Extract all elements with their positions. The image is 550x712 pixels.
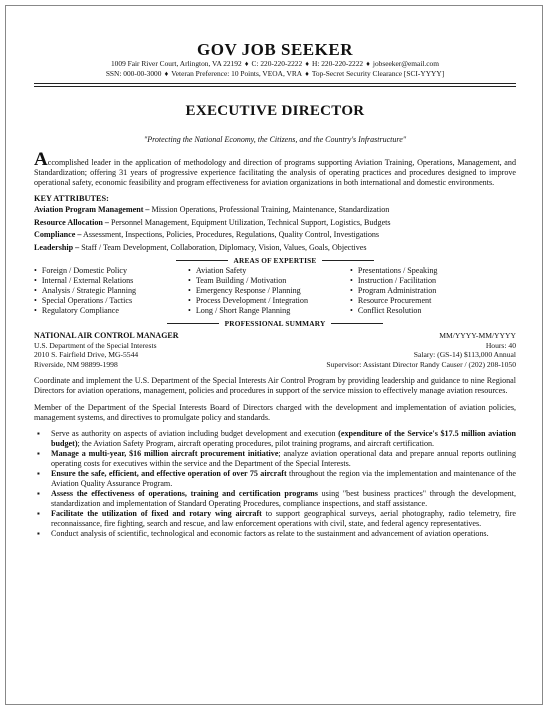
supervisor: Supervisor: Assistant Director Randy Causer / (202) 208-1050 [326,359,516,369]
divider-line [331,323,383,324]
expertise-item: • Internal / External Relations [34,276,188,286]
ssn: SSN: 000-00-3000 [105,69,162,78]
professional-heading: PROFESSIONAL SUMMARY [224,319,326,328]
bullet-highlight: Facilitate the utilization of fixed and rotary wing aircraft [51,509,262,519]
accomplishments-list [34,429,516,539]
key-attributes-heading: KEY ATTRIBUTES: [34,194,109,203]
job-header-left [34,331,179,369]
header-rule [34,83,516,84]
cell-phone: C: 220-220-2222 [251,59,303,68]
divider-line [167,323,219,324]
key-attribute [34,218,516,229]
veteran-preference: Veteran Preference: 10 Points, VEOA, VRA [171,69,303,78]
bullet-text: throughout the region via the implementation and maintenance of the Aviation Quality Assurance Program. [51,469,516,489]
key-attribute-label: Leadership – [34,242,80,252]
expertise-item: • Foreign / Domestic Policy [34,266,188,276]
expertise-item: • Analysis / Strategic Planning [34,286,188,296]
header-rule-2 [34,86,516,87]
accomplishment-item [34,529,516,539]
expertise-item: • Special Operations / Tactics [34,296,188,306]
accomplishment-item [34,469,516,489]
expertise-item: • Emergency Response / Planning [188,286,350,296]
key-attribute-label: Resource Allocation – [34,217,109,227]
expertise-column-1 [34,266,188,316]
employer-city: Riverside, NM 98899-1998 [34,359,118,369]
accomplishment-item [34,509,516,529]
expertise-grid [34,266,516,316]
bullet-text: ; the Aviation Safety Program, aircraft operating procedures, pilot training programs, and aircraft certification. [77,439,435,449]
summary-paragraph [34,149,516,188]
key-attribute-text: Assessment, Inspections, Policies, Procedures, Regulations, Quality Control, Investigations [81,230,380,239]
key-attribute [34,243,516,254]
job-header-right [326,331,516,369]
employer: U.S. Department of the Special Interests [34,340,157,350]
duty-paragraph: Coordinate and implement the U.S. Department of the Special Interests Air Control Program by providing leadership and guidance to nine Regional Directors for aviation operations, management, policies and procedures in support of the service mission to effectively manage aviation resources. [34,376,516,396]
key-attribute-label: Compliance – [34,230,82,239]
candidate-name: GOV JOB SEEKER [197,40,353,59]
expertise-item: • Program Administration [350,286,437,296]
accomplishment-item [34,449,516,469]
key-attribute [34,230,516,241]
employment-dates: MM/YYYY-MM/YYYY [439,331,516,340]
tagline: "Protecting the National Economy, the Citizens, and the Country's Infrastructure" [143,135,407,144]
employer-address: 2010 S. Fairfield Drive, MG-5544 [34,350,139,360]
expertise-column-3 [350,266,437,316]
accomplishment-item [34,489,516,509]
professional-divider [34,319,516,328]
bullet-text: Conduct analysis of scientific, technological and economic factors as relate to the sustainment and advancement of aviation operations. [51,529,489,539]
key-attribute-text: Personnel Management, Equipment Utilization, Technical Support, Logistics, Budgets [108,217,391,227]
expertise-item: • Instruction / Facilitation [350,276,437,286]
summary-text: ccomplished leader in the application of methodology and direction of programs supporting Aviation Training, Operations, Management, and Standardization; offering 31 years of progressive experience facilitating the analysis of operating practices and procedures designed to improve operational safety, economic feasibility and program effectiveness for aviation organizations in both international and domestic environments. [34,158,516,187]
resume-page [34,40,516,539]
home-phone: H: 220-220-2222 [311,59,364,68]
key-attribute [34,205,516,216]
expertise-divider [34,256,516,265]
expertise-item: • Aviation Safety [188,266,350,276]
bullet-highlight: Manage a multi-year, $16 million aircraft procurement initiative [51,449,279,459]
hours: Hours: 40 [485,340,516,350]
key-attribute-text: Mission Operations, Professional Training, Maintenance, Standardization [149,205,390,214]
expertise-column-2 [188,266,350,316]
key-attribute-label: Aviation Program Management – [34,205,150,214]
expertise-item: • Long / Short Range Planning [188,306,350,316]
expertise-item: • Regulatory Compliance [34,306,188,316]
contact-line-2: SSN: 000-00-3000 ♦ Veteran Preference: 10 Points, VEOA, VRA ♦ Top-Secret Security Clearance [SCI-YYYY] [105,69,445,78]
accomplishment-item [34,429,516,449]
bullet-text: Serve as authority on aspects of aviation including budget development and execution [51,429,339,439]
expertise-item: • Team Building / Motivation [188,276,350,286]
expertise-item: • Conflict Resolution [350,306,437,316]
contact-line-1: 1009 Fair River Court, Arlington, VA 22192 ♦ C: 220-220-2222 ♦ H: 220-220-2222 ♦ jobseeker@email.com [110,59,440,68]
expertise-heading: AREAS OF EXPERTISE [233,256,317,265]
key-attribute-text: Staff / Team Development, Collaboration, Diplomacy, Vision, Values, Goals, Objectives [79,242,367,252]
divider-line [322,260,374,261]
expertise-item: • Presentations / Speaking [350,266,437,276]
position-title: NATIONAL AIR CONTROL MANAGER [34,331,179,340]
duty-paragraph: Member of the Department of the Special Interests Board of Directors charged with the development and implementation of aviation policies, management systems, and directives to promulgate policy and standards. [34,403,516,423]
drop-cap: A [34,149,48,170]
address: 1009 Fair River Court, Arlington, VA 22192 [110,59,242,68]
expertise-item: • Process Development / Integration [188,296,350,306]
expertise-item: • Resource Procurement [350,296,437,306]
job-header [34,331,516,369]
job-title-heading: EXECUTIVE DIRECTOR [185,103,365,119]
bullet-text: using "best business practices" through the development, standardization and implementation of Standard Operating Procedures, compliance inspections, and staff assistance. [51,489,516,509]
bullet-highlight: Ensure the safe, efficient, and effective operation of over 75 aircraft [51,469,287,479]
divider-line [176,260,228,261]
salary: Salary: (GS-14) $113,000 Annual [413,350,516,360]
clearance: Top-Secret Security Clearance [SCI-YYYY] [311,69,445,78]
bullet-text: to support geographical surveys, aerial photography, radio telemetry, fire reconnaissance, fire fighting, search and rescue, and law enforcement operations with civil, state, and federal agency representatives. [51,509,516,529]
bullet-highlight: (expenditure of the Service's $17.5 million aviation budget) [51,429,517,449]
email: jobseeker@email.com [372,59,440,68]
bullet-text: ; analyze aviation operational data and prepare annual reports outlining operating costs for executives within the service and the Department of the Special Interests. [51,449,517,469]
bullet-highlight: Assess the effectiveness of operations, training and certification programs [51,489,318,499]
